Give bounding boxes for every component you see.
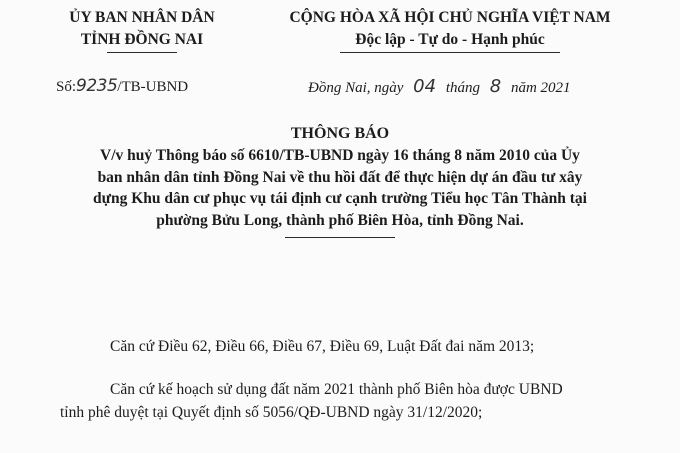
place-and-date [308, 76, 571, 97]
place-label: Đồng Nai, ngày [308, 80, 404, 96]
subject-line-1: V/v huỷ Thông báo số 6610/TB-UBND ngày 16 tháng 8 năm 2010 của Ủy [100, 147, 580, 164]
date-day-handwritten: 04 [413, 76, 437, 97]
title-block [40, 123, 640, 238]
issuing-agency-header [42, 7, 242, 53]
agency-line-1: ỦY BAN NHÂN DÂN [69, 9, 215, 26]
doc-number-prefix: Số: [56, 79, 77, 95]
legal-basis-paragraph-2-line-2: tỉnh phê duyệt tại Quyết định số 5056/QĐ-UBND ngày 31/12/2020; [60, 404, 483, 421]
year-label: năm 2021 [510, 80, 571, 96]
document-number [56, 76, 188, 96]
agency-underline [107, 52, 177, 53]
subject-line-4: phường Bửu Long, thành phố Biên Hòa, tỉnh Đồng Nai. [156, 211, 524, 229]
legal-basis-paragraph-1: Căn cứ Điều 62, Điều 66, Điều 67, Điều 69, Luật Đất đai năm 2013; [110, 338, 535, 355]
document-title: THÔNG BÁO [290, 125, 390, 142]
date-month-handwritten: 8 [489, 76, 502, 97]
national-header [250, 7, 650, 53]
document-body [60, 335, 660, 424]
legal-basis-paragraph-2-line-1: Căn cứ kế hoạch sử dụng đất năm 2021 thành phố Biên hòa được UBND [110, 381, 563, 398]
subject-line-3: dựng Khu dân cư phục vụ tái định cư cạnh trường Tiểu học Tân Thành tại [93, 190, 587, 207]
subject-line-2: ban nhân dân tỉnh Đồng Nai về thu hồi đất để thực hiện dự án đầu tư xây [97, 168, 583, 186]
month-label: tháng [445, 80, 480, 96]
agency-line-2: TỈNH ĐỒNG NAI [80, 31, 204, 48]
title-underline [285, 237, 395, 238]
motto-underline [340, 52, 560, 53]
doc-number-suffix: /TB-UBND [117, 79, 189, 95]
nation-motto: Độc lập - Tự do - Hạnh phúc [355, 31, 545, 48]
nation-name: CỘNG HÒA XÃ HỘI CHỦ NGHĨA VIỆT NAM [289, 9, 611, 26]
doc-number-handwritten: 9235 [76, 76, 118, 96]
